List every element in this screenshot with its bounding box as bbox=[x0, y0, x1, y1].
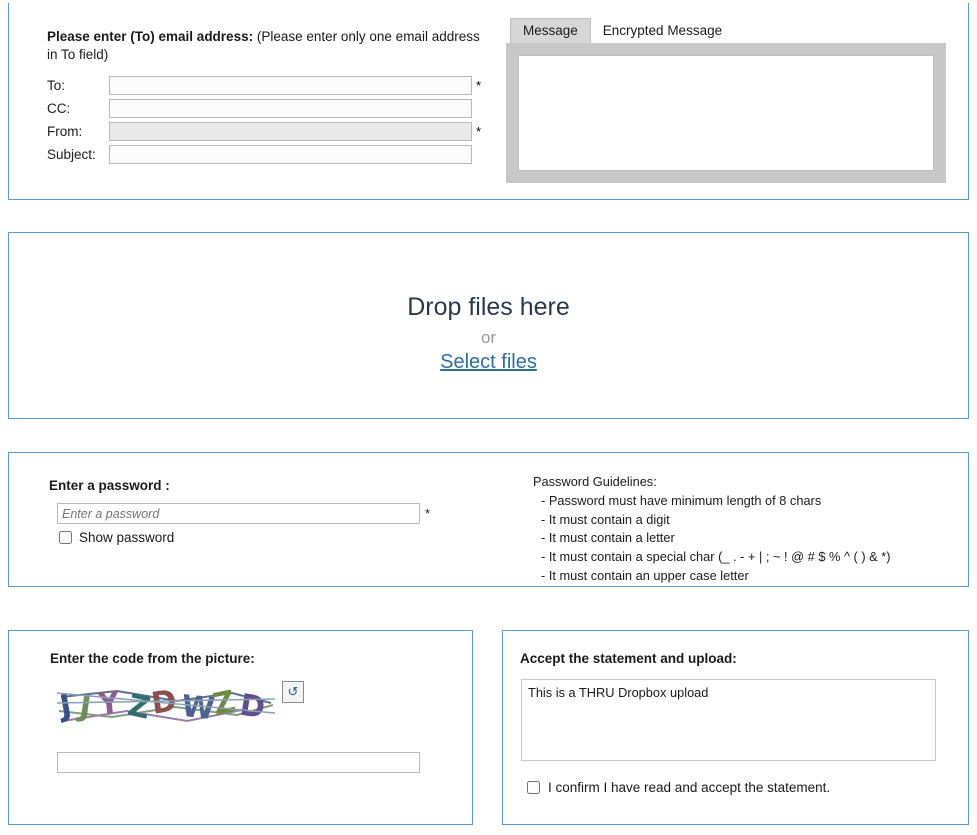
guideline-item: - It must contain a digit bbox=[541, 511, 670, 527]
guideline-item: - It must contain a letter bbox=[541, 530, 675, 546]
cc-input[interactable] bbox=[109, 99, 472, 118]
captcha-panel bbox=[8, 630, 473, 825]
svg-text:Y: Y bbox=[96, 685, 122, 723]
label-subject: Subject: bbox=[47, 147, 96, 162]
show-password-toggle[interactable] bbox=[59, 530, 174, 545]
guideline-item: - It must contain a special char (_ . - + | ; ~ ! @ # $ % ^ ( ) & *) bbox=[541, 549, 891, 565]
captcha-input[interactable] bbox=[57, 752, 420, 773]
label-cc: CC: bbox=[47, 101, 71, 116]
confirm-statement-toggle[interactable] bbox=[527, 780, 830, 795]
show-password-checkbox[interactable] bbox=[59, 531, 72, 544]
guideline-item: - Password must have minimum length of 8 chars bbox=[541, 492, 822, 508]
file-dropzone-panel[interactable] bbox=[8, 232, 969, 419]
svg-text:D: D bbox=[149, 683, 180, 722]
field-row-from bbox=[47, 122, 487, 141]
to-input[interactable] bbox=[109, 76, 472, 95]
refresh-icon[interactable]: ↺ bbox=[282, 681, 304, 703]
guideline-item: - It must contain an upper case letter bbox=[541, 567, 749, 583]
email-instructions-bold: Please enter (To) email address: bbox=[47, 29, 254, 44]
password-input[interactable] bbox=[57, 503, 420, 524]
label-to: To: bbox=[47, 78, 66, 93]
field-row-subject bbox=[47, 145, 487, 164]
password-title: Enter a password : bbox=[49, 478, 170, 493]
statement-title: Accept the statement and upload: bbox=[520, 651, 737, 666]
message-textarea[interactable] bbox=[518, 55, 934, 171]
svg-text:Z: Z bbox=[124, 688, 154, 727]
message-tab-panel bbox=[506, 43, 946, 183]
from-required-marker: * bbox=[476, 124, 482, 139]
password-panel bbox=[8, 452, 969, 587]
from-input[interactable] bbox=[109, 122, 472, 141]
label-from: From: bbox=[47, 124, 83, 139]
email-instructions-rest: (Please enter only one email address in To field) bbox=[47, 29, 480, 62]
svg-text:Z: Z bbox=[210, 684, 239, 723]
subject-input[interactable] bbox=[109, 145, 472, 164]
svg-text:J: J bbox=[77, 688, 94, 726]
dropzone-content bbox=[9, 293, 968, 374]
email-header-panel bbox=[8, 3, 969, 200]
select-files-link[interactable]: Select files bbox=[440, 351, 537, 373]
svg-text:W: W bbox=[179, 688, 217, 727]
message-tabs bbox=[510, 17, 946, 43]
field-row-cc bbox=[47, 99, 487, 118]
field-row-to bbox=[47, 76, 487, 95]
tab-message[interactable]: Message bbox=[510, 18, 591, 43]
confirm-statement-label: I confirm I have read and accept the statement. bbox=[548, 780, 831, 795]
password-guidelines-list bbox=[533, 492, 890, 586]
email-fields-group bbox=[47, 28, 487, 168]
to-required-marker: * bbox=[476, 78, 482, 93]
statement-textarea[interactable] bbox=[521, 679, 936, 761]
tab-encrypted-message[interactable]: Encrypted Message bbox=[602, 23, 723, 38]
password-guidelines bbox=[533, 473, 890, 586]
svg-text:J: J bbox=[57, 688, 75, 725]
message-tab-container bbox=[506, 17, 946, 183]
captcha-title: Enter the code from the picture: bbox=[50, 651, 255, 666]
statement-panel bbox=[502, 630, 969, 825]
svg-text:D: D bbox=[237, 687, 268, 727]
confirm-statement-checkbox[interactable] bbox=[527, 781, 540, 794]
show-password-label: Show password bbox=[79, 530, 175, 545]
captcha-image bbox=[57, 681, 275, 727]
dropzone-title: Drop files here bbox=[407, 293, 570, 321]
password-required-marker: * bbox=[425, 506, 431, 521]
email-instructions bbox=[47, 28, 487, 64]
dropzone-or-text: or bbox=[480, 328, 497, 347]
password-guidelines-title: Password Guidelines: bbox=[533, 474, 657, 489]
